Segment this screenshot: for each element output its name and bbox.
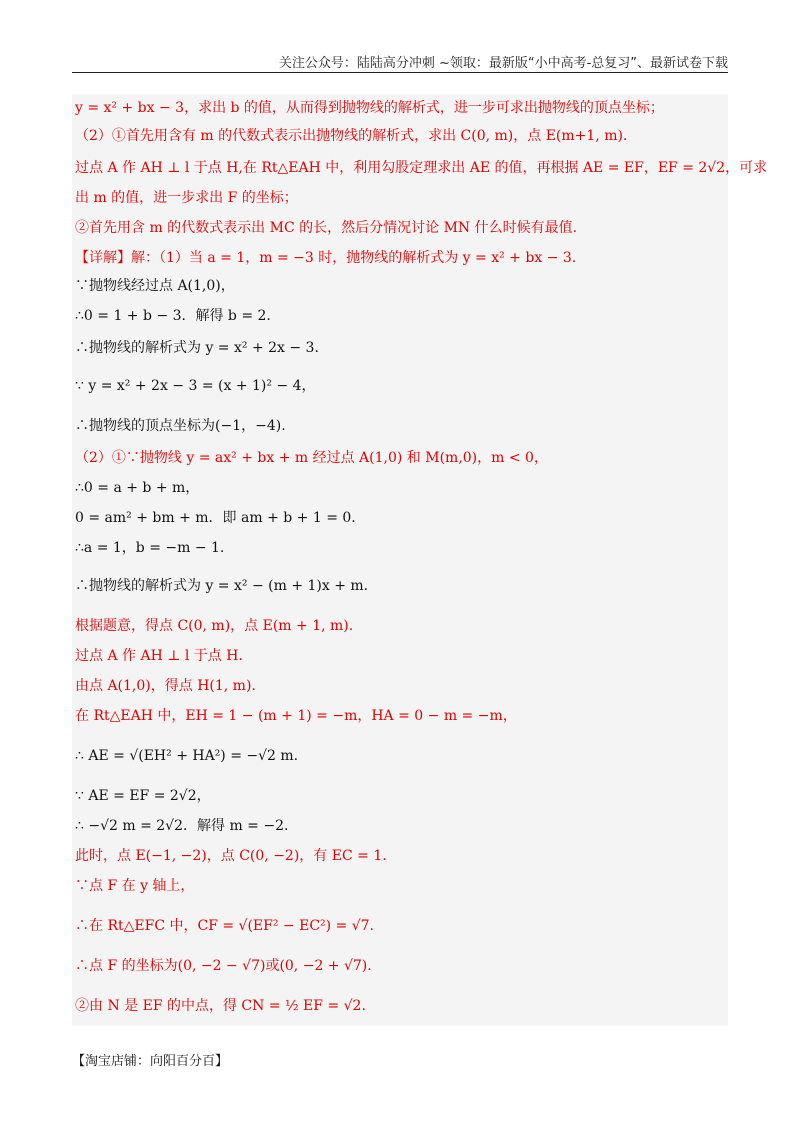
text-line: 【详解】解：（1）当 a = 1，m = −3 时，抛物线的解析式为 y = x² + bx − 3. — [75, 250, 577, 266]
text-line: 出 m 的值，进一步求出 F 的坐标； — [75, 190, 298, 206]
text-line: ∵点 F 在 y 轴上， — [75, 878, 195, 894]
text-line: （2）①∵抛物线 y = ax² + bx + m 经过点 A(1,0) 和 M(m,0)，m < 0， — [75, 450, 548, 466]
text-line: ②首先用含 m 的代数式表示出 MC 的长，然后分情况讨论 MN 什么时候有最值. — [75, 220, 578, 236]
text-line: 根据题意，得点 C(0, m)，点 E(m + 1, m). — [75, 618, 354, 634]
header-divider — [72, 72, 728, 73]
text-line: ∴在 Rt△EFC 中，CF = √(EF² − EC²) = √7. — [75, 918, 375, 934]
text-line: ∴点 F 的坐标为(0, −2 − √7)或(0, −2 + √7). — [75, 958, 372, 974]
text-line: ∴0 = a + b + m， — [75, 480, 200, 496]
text-line: 过点 A 作 AH ⊥ l 于点 H,在 Rt△EAH 中，利用勾股定理求出 AE 的值，再根据 AE = EF，EF = 2√2，可求 — [75, 160, 768, 176]
text-line: 0 = am² + bm + m．即 am + b + 1 = 0. — [75, 510, 356, 526]
text-line: ∴抛物线的顶点坐标为(−1，−4). — [75, 418, 286, 434]
text-line: y = x² + bx − 3，求出 b 的值，从而得到抛物线的解析式，进一步可求出抛物线的顶点坐标； — [75, 100, 664, 116]
text-line: ∴0 = 1 + b − 3．解得 b = 2. — [75, 308, 271, 324]
text-line: ∴ −√2 m = 2√2．解得 m = −2. — [75, 818, 289, 834]
text-line: 过点 A 作 AH ⊥ l 于点 H. — [75, 648, 243, 664]
text-line: ∵ y = x² + 2x − 3 = (x + 1)² − 4， — [75, 378, 316, 394]
page-header: 关注公众号：陆陆高分冲刺 ~领取：最新版“小中高考-总复习”、最新试卷下载 — [278, 56, 728, 71]
text-line: ∴ AE = √(EH² + HA²) = −√2 m. — [75, 748, 299, 764]
text-line: 在 Rt△EAH 中，EH = 1 − (m + 1) = −m，HA = 0 − m = −m， — [75, 708, 517, 724]
text-line: （2）①首先用含有 m 的代数式表示出抛物线的解析式，求出 C(0, m)，点 E(m+1, m). — [75, 128, 628, 144]
text-line: ∴a = 1，b = −m − 1. — [75, 540, 225, 556]
text-line: 由点 A(1,0)，得点 H(1, m). — [75, 678, 256, 694]
text-line: ∴抛物线的解析式为 y = x² + 2x − 3. — [75, 340, 319, 356]
page-footer: 【淘宝店铺：向阳百分百】 — [72, 1054, 229, 1069]
text-line: 此时，点 E(−1, −2)，点 C(0, −2)，有 EC = 1. — [75, 848, 387, 864]
solution-content — [72, 94, 768, 1026]
text-line: ∵ AE = EF = 2√2， — [75, 788, 211, 804]
text-line: ∵抛物线经过点 A(1,0)， — [75, 278, 235, 294]
text-line: ∴抛物线的解析式为 y = x² − (m + 1)x + m. — [75, 578, 369, 594]
text-line: ②由 N 是 EF 的中点，得 CN = ½ EF = √2. — [75, 998, 366, 1014]
